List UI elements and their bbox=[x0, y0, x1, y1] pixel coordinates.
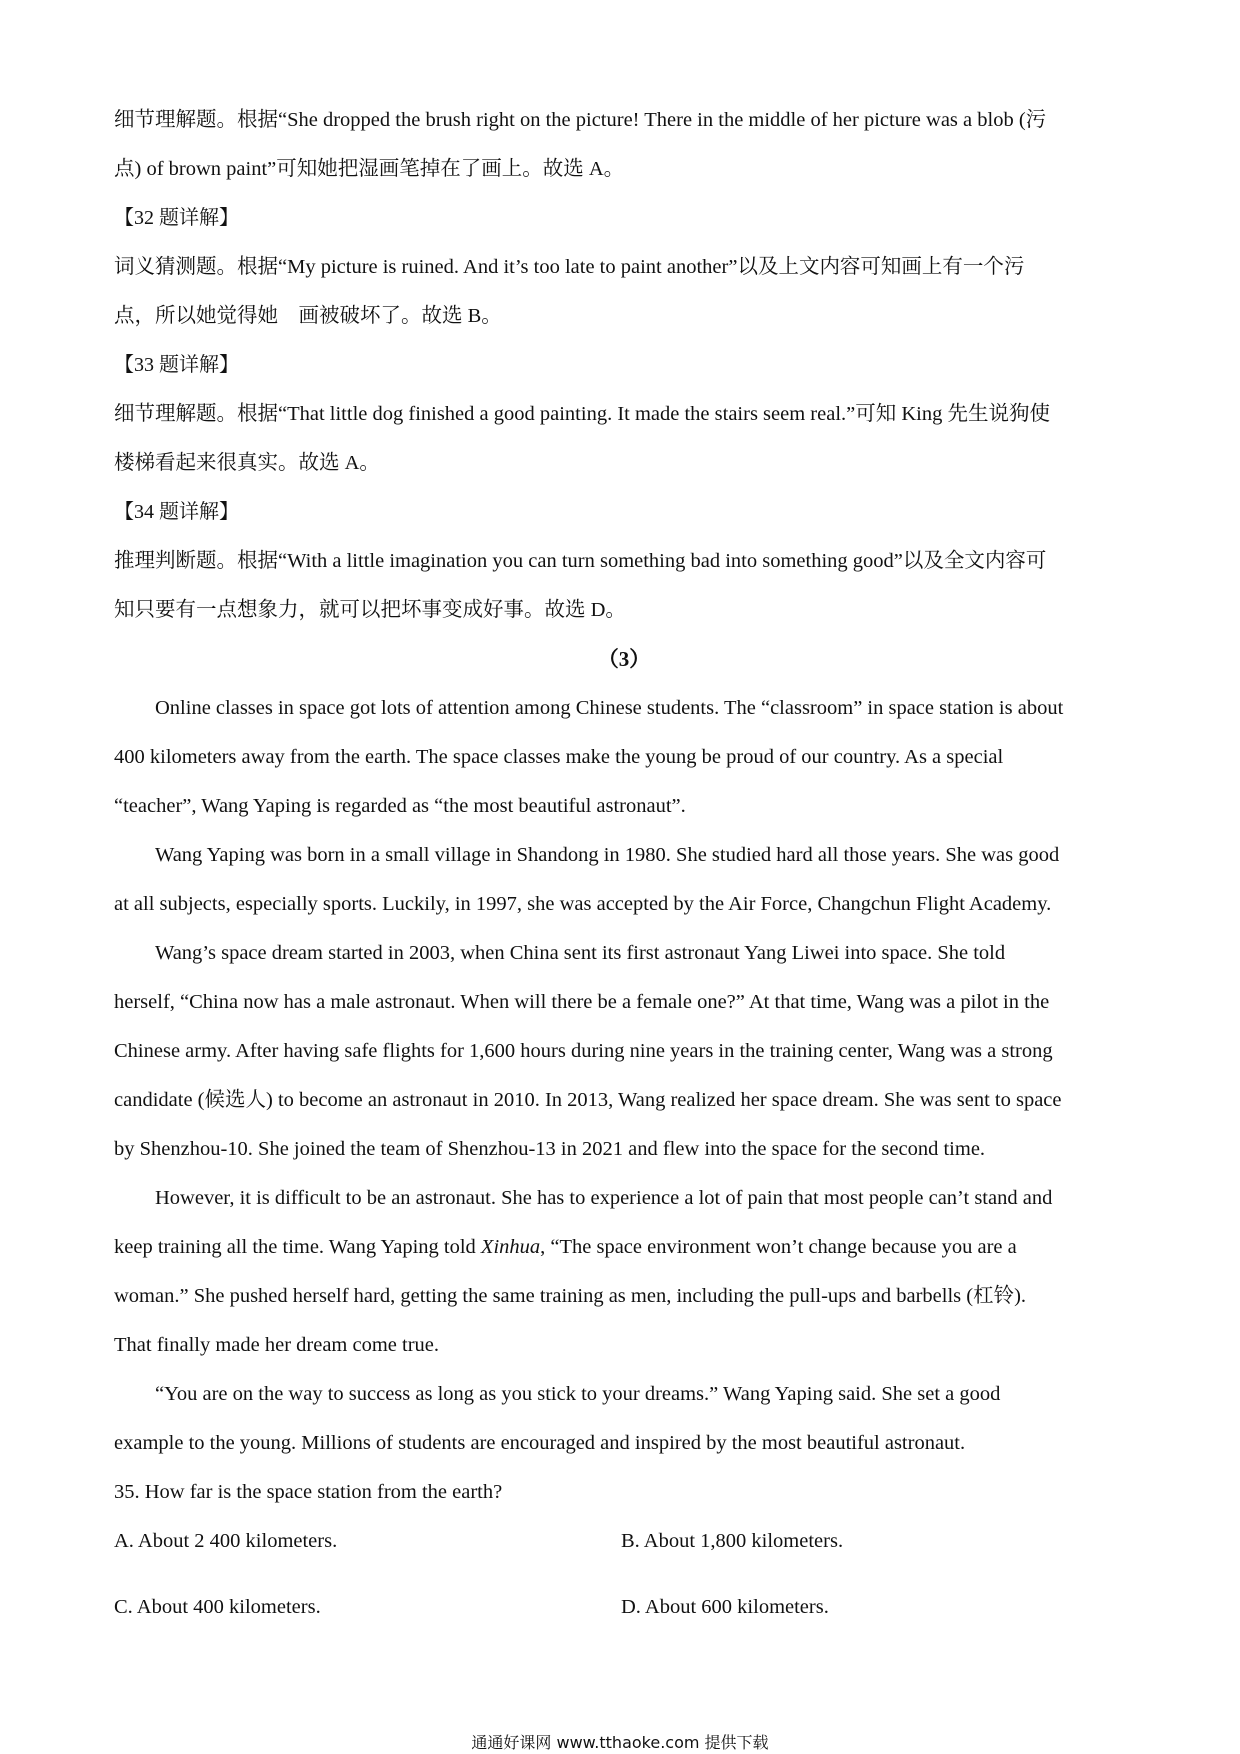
passage-line: Wang Yaping was born in a small village in Shandong in 1980. She studied hard all those years. She was good bbox=[155, 844, 1060, 866]
passage-line: Online classes in space got lots of attention among Chinese students. The “classroom” in space station is about bbox=[155, 697, 1064, 719]
passage-line: That finally made her dream come true. bbox=[114, 1334, 440, 1356]
document-page bbox=[114, 96, 1134, 1649]
passage-line: Wang’s space dream started in 2003, when China sent its first astronaut Yang Liwei into space. She told bbox=[155, 942, 1006, 964]
explanation-line: 细节理解题。根据“That little dog finished a good painting. It made the stairs seem real.”可知 King 先生说狗使 bbox=[114, 403, 1050, 425]
passage-line: 400 kilometers away from the earth. The space classes make the young be proud of our country. As a special bbox=[114, 746, 1004, 768]
explanation-line: 推理判断题。根据“With a little imagination you can turn something bad into something good”以及全文内容可 bbox=[114, 550, 1047, 572]
explanation-line: 细节理解题。根据“She dropped the brush right on the picture! There in the middle of her picture was a blob (污 bbox=[114, 109, 1047, 131]
passage-line: “teacher”, Wang Yaping is regarded as “the most beautiful astronaut”. bbox=[114, 795, 686, 817]
option-c: C. About 400 kilometers. bbox=[114, 1596, 321, 1618]
option-d: D. About 600 kilometers. bbox=[621, 1596, 829, 1618]
explanation-line: 点) of brown paint”可知她把湿画笔掉在了画上。故选 A。 bbox=[114, 158, 625, 180]
passage-line: by Shenzhou-10. She joined the team of Shenzhou-13 in 2021 and flew into the space for the second time. bbox=[114, 1138, 986, 1160]
question-header-34: 【34 题详解】 bbox=[114, 501, 239, 523]
explanation-line: 词义猜测题。根据“My picture is ruined. And it’s too late to paint another”以及上文内容可知画上有一个污 bbox=[114, 256, 1025, 278]
passage-line: herself, “China now has a male astronaut. When will there be a female one?” At that time, Wang was a pilot in the bbox=[114, 991, 1050, 1013]
question-header-33: 【33 题详解】 bbox=[114, 354, 239, 376]
passage-text: keep training all the time. Wang Yaping told bbox=[114, 1236, 481, 1258]
passage-line: However, it is difficult to be an astronaut. She has to experience a lot of pain that most people can’t stand and bbox=[155, 1187, 1053, 1209]
passage-text: , “The space environment won’t change because you are a bbox=[540, 1236, 1017, 1258]
options-row-2 bbox=[114, 1583, 1134, 1649]
passage-line: at all subjects, especially sports. Luckily, in 1997, she was accepted by the Air Force, Changchun Flight Academy. bbox=[114, 893, 1052, 915]
passage-line bbox=[114, 1223, 1134, 1272]
passage-line: woman.” She pushed herself hard, getting the same training as men, including the pull-ups and barbells (杠铃). bbox=[114, 1285, 1027, 1307]
explanation-line: 楼梯看起来很真实。故选 A。 bbox=[114, 452, 380, 474]
option-a: A. About 2 400 kilometers. bbox=[114, 1530, 338, 1552]
xinhua-italic: Xinhua bbox=[480, 1236, 541, 1258]
passage-line: Chinese army. After having safe flights for 1,600 hours during nine years in the training center, Wang was a strong bbox=[114, 1040, 1053, 1062]
explanation-line: 点，所以她觉得她 画被破坏了。故选 B。 bbox=[114, 305, 502, 327]
passage-line: example to the young. Millions of students are encouraged and inspired by the most beautiful astronaut. bbox=[114, 1432, 966, 1454]
question-35: 35. How far is the space station from the earth? bbox=[114, 1481, 503, 1503]
options-row-1 bbox=[114, 1517, 1134, 1583]
page-footer: 通通好课网 www.tthaoke.com 提供下载 bbox=[471, 1733, 769, 1752]
passage-line: candidate (候选人) to become an astronaut in 2010. In 2013, Wang realized her space dream. She was sent to space bbox=[114, 1089, 1062, 1111]
question-header-32: 【32 题详解】 bbox=[114, 207, 239, 229]
option-b: B. About 1,800 kilometers. bbox=[621, 1530, 844, 1552]
explanation-line: 知只要有一点想象力，就可以把坏事变成好事。故选 D。 bbox=[114, 599, 626, 621]
section-title: （3） bbox=[597, 647, 651, 671]
passage-line: “You are on the way to success as long as you stick to your dreams.” Wang Yaping said. She set a good bbox=[155, 1383, 1001, 1405]
